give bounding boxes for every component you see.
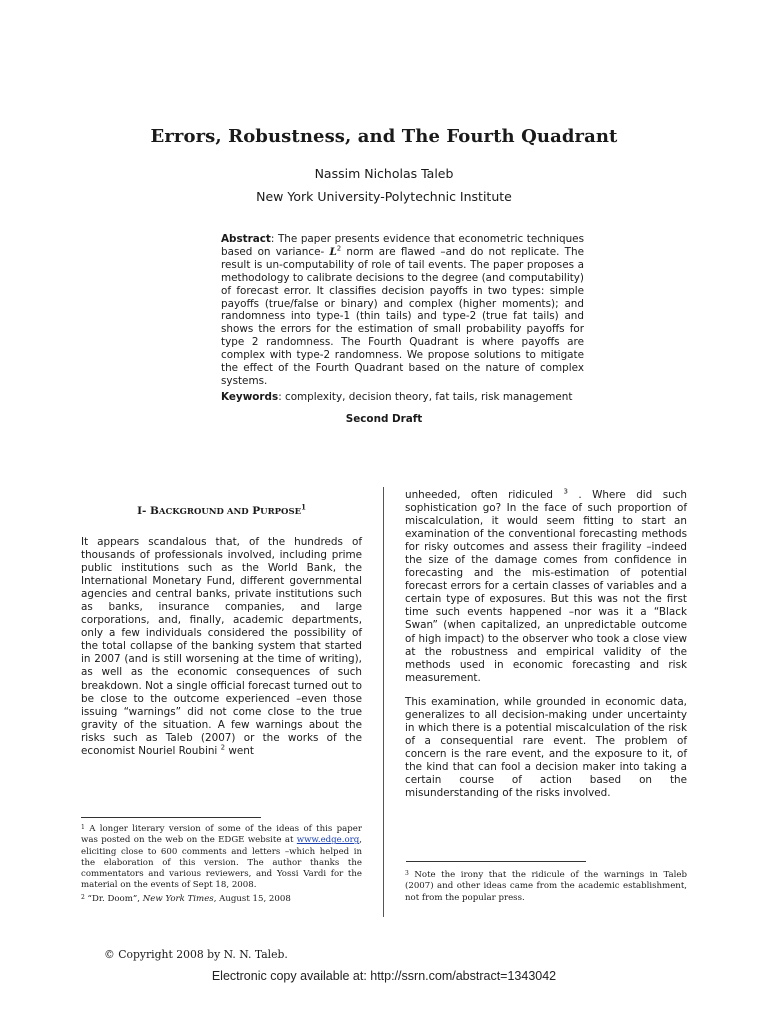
- footnote-3-number: 3: [405, 870, 409, 877]
- left-paragraph-text2: went: [225, 744, 254, 757]
- abstract-text-part2: norm are flawed –and do not replicate. The result is un-computability of role of tail events. The paper proposes a methodology to calibrate decisions to the degree (and computability) of forecast error. It classifies decision payoffs in two types: simple payoffs (true/false or binary) and complex (higher moments); and randomness into type-1 (thin tails) and type-2 (true fat tails) and shows the errors for the estimation of small probability payoffs for type 2 randomness. The Fourth Quadrant is where payoffs are complex with type-2 randomness. We propose solutions to mitigate the effect of the Fourth Quadrant based on the nature of complex systems.: [221, 245, 584, 387]
- l2-superscript: 2: [336, 244, 342, 253]
- section-heading-word2-initial: P: [248, 505, 261, 517]
- abstract: [221, 233, 584, 388]
- left-paragraph-text1: It appears scandalous that, of the hundreds of thousands of professionals involved, including prime public institutions such as the World Bank, the International Monetary Fund, different governmental agencies and central banks, private institutions such as banks, insurance companies, and large corporations, and, finally, academic departments, only a few individuals considered the possibility of the total collapse of the banking system that started in 2007 (and is still worsening at the time of writing), as well as the economic consequences of such breakdown. Not a single official forecast turned out to be close to the outcome experienced –even those issuing “warnings” did not come close to the true gravity of the situation. A few warnings about the risks such as Taleb (2007) or the works of the economist Nouriel Roubini: [81, 536, 362, 757]
- footnote-2: [81, 892, 362, 905]
- footnote-ref-3[interactable]: 3: [563, 487, 568, 496]
- right-paragraph-2: This examination, while grounded in economic data, generalizes to all decision-making under uncertainty in which there is a potential miscalculation of the risk of a consequential rare event. The problem of concern is the rare event, and the exposure to it, of the kind that can fool a decision maker into taking a certain course of action based on the misunderstanding of the risks involved.: [405, 695, 687, 800]
- keywords-label: Keywords: [221, 391, 279, 403]
- footnote-3-text: Note the irony that the ridicule of the warnings in Taleb (2007) and other ideas came from the academic establishment, not from the popular press.: [405, 870, 687, 903]
- draft-label: Second Draft: [345, 413, 423, 425]
- right-p1-start: unheeded, often ridiculed: [405, 489, 564, 501]
- footnote-1-text2: , eliciting close to 600 comments and letters –which helped in the elaboration of this version. The author thanks the commentators and various reviewers, and Yossi Vardi for the material on the events of Sept 18, 2008.: [81, 835, 362, 891]
- abstract-label: Abstract: [221, 233, 271, 245]
- right-p1-rest: . Where did such sophistication go? In the face of such proportion of miscalculation, it would seem fitting to start an examination of the conventional forecasting methods for risky outcomes and assess their fragility –indeed the size of the damage comes from confidence in forecasting and the mis-estimation of potential forecast errors for a certain classes of variables and a certain type of exposures. But this was not the first time such events happened –nor was it a “Black Swan” (when capitalized, an unpredictable outcome of high impact) to the observer who took a close view at the robustness and empirical validity of the methods used in economic forecasting and risk measurement.: [405, 489, 688, 684]
- footnote-2-italic: New York Times: [142, 893, 214, 904]
- footnotes-left: [81, 822, 362, 905]
- paper-title: Errors, Robustness, and The Fourth Quadrant: [150, 126, 618, 147]
- footnote-ref-2[interactable]: 2: [220, 743, 226, 752]
- section-heading: [81, 502, 362, 517]
- edge-website-link[interactable]: www.edge.org: [296, 835, 360, 846]
- author-affiliation: New York University-Polytechnic Institute: [256, 189, 512, 204]
- footnotes-right: [405, 868, 687, 904]
- copyright-notice: © Copyright 2008 by N. N. Taleb.: [104, 948, 288, 961]
- footnote-divider-right: [406, 861, 586, 862]
- section-heading-prefix: I- B: [137, 505, 159, 517]
- keywords-text: : complexity, decision theory, fat tails, risk management: [278, 391, 573, 403]
- abstract-text-part1: : The paper presents evidence that econometric techniques based on variance-: [221, 233, 584, 258]
- author-name: Nassim Nicholas Taleb: [314, 166, 454, 181]
- footnote-2-text1: “Dr. Doom”,: [84, 893, 143, 904]
- column-divider: [383, 487, 384, 917]
- footnote-divider-left: [81, 817, 261, 818]
- l2-symbol: L: [329, 245, 337, 258]
- right-column: [405, 489, 687, 811]
- right-paragraph-1: [405, 489, 687, 685]
- section-heading-word2: URPOSE: [260, 507, 302, 517]
- left-paragraph: [81, 536, 362, 758]
- left-column: [81, 536, 362, 758]
- keywords: [221, 391, 584, 404]
- section-heading-word1: ACKGROUND AND: [158, 507, 249, 517]
- footnote-ref-1[interactable]: 1: [301, 502, 306, 512]
- footnote-2-number: 2: [81, 893, 85, 901]
- footnote-3: [405, 868, 687, 904]
- footnote-2-text2: , August 15, 2008: [213, 893, 291, 904]
- ssrn-availability-line: Electronic copy available at: http://ssrn.com/abstract=1343042: [211, 969, 557, 983]
- footnote-1-text1: A longer literary version of some of the ideas of this paper was posted on the web on the EDGE website at: [81, 824, 362, 846]
- footnote-1-number: 1: [81, 824, 85, 831]
- footnote-1: [81, 822, 362, 892]
